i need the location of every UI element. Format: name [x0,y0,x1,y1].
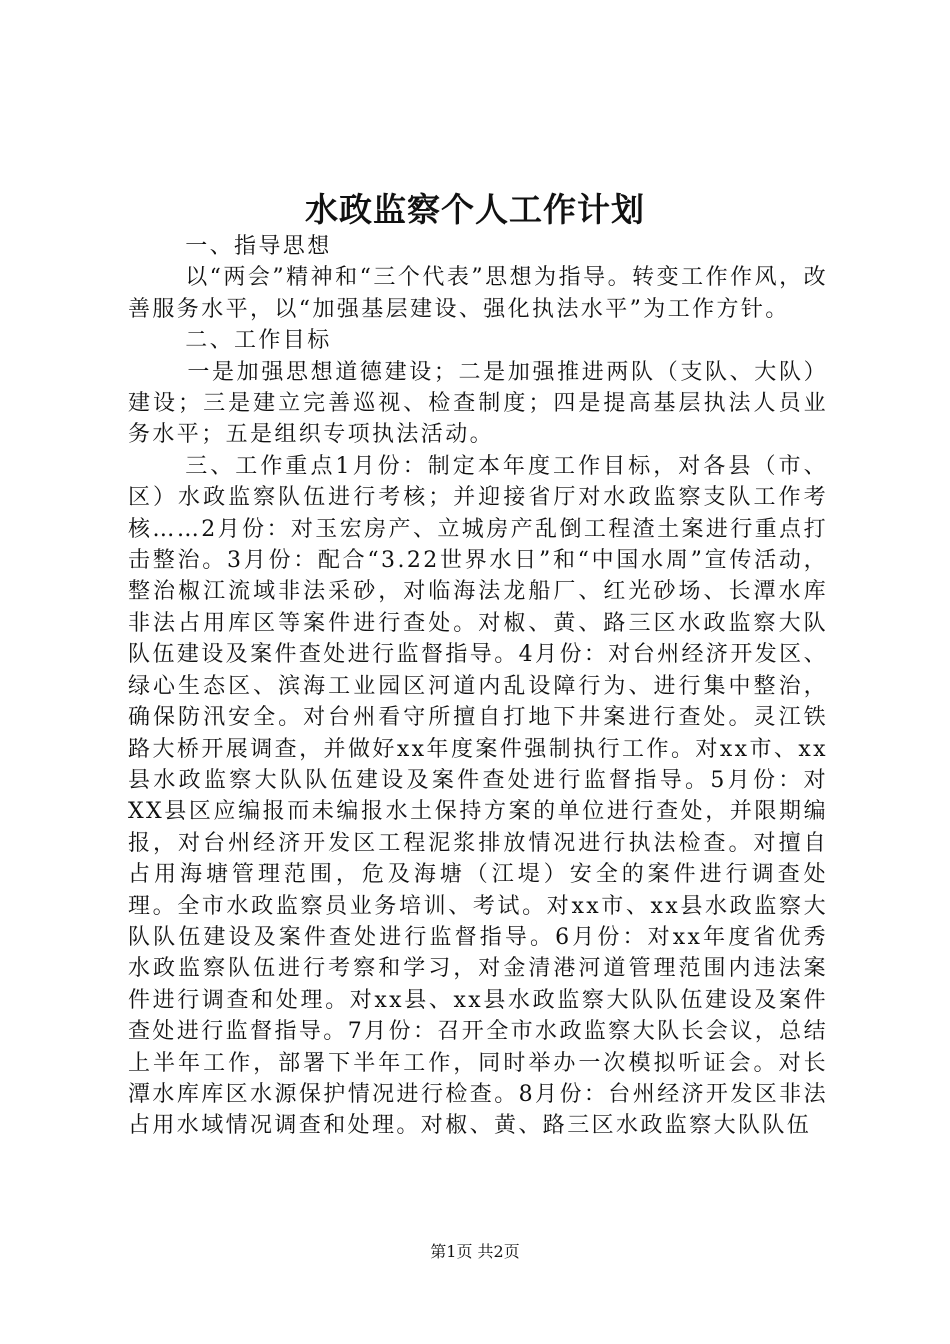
page-footer: 第1页 共2页 [430,1242,520,1261]
section-heading-guiding-ideology: 一、指导思想 [185,234,332,259]
paragraph-work-priorities: 三、工作重点1月份：制定本年度工作目标，对各县（市、区）水政监察队伍进行考核；并迎接省厅对水政监察支队工作考核……2月份：对玉宏房产、立城房产乱倒工程渣土案进行重点打击整治。3月份：配合“3.22世界水日”和“中国水周”宣传活动，整治椒江流域非法采砂，对临海法龙船厂、红光砂场、长潭水库非法占用库区等案件进行查处。对椒、黄、路三区水政监察大队队伍建设及案件查处进行监督指导。4月份：对台州经济开发区、绿心生态区、滨海工业园区河道内乱设障行为、进行集中整治，确保防汛安全。对台州看守所擅自打地下井案进行查处。灵江铁路大桥开展调查，并做好xx年度案件强制执行工作。对xx市、xx县水政监察大队队伍建设及案件查处进行监督指导。5月份：对XX县区应编报而未编报水土保持方案的单位进行查处，并限期编报，对台州经济开发区工程泥浆排放情况进行执法检查。对擅自占用海塘管理范围，危及海塘（江堤）安全的案件进行调查处理。全市水政监察员业务培训、考试。对xx市、xx县水政监察大队队伍建设及案件查处进行监督指导。6月份：对xx年度省优秀水政监察队伍进行考察和学习，对金清港河道管理范围内违法案件进行调查和处理。对xx县、xx县水政监察大队队伍建设及案件查处进行监督指导。7月份：召开全市水政监察大队长会议，总结上半年工作，部署下半年工作，同时举办一次模拟听证会。对长潭水库库区水源保护情况进行检查。8月份：台州经济开发区非法占用水域情况调查和处理。对椒、黄、路三区水政监察大队队伍 [128,453,828,1139]
section-heading-work-goals: 二、工作目标 [185,328,332,354]
paragraph-guiding-ideology: 以“两会”精神和“三个代表”思想为指导。转变工作作风，改善服务水平，以“加强基层建设、强化执法水平”为工作方针。 [128,265,828,322]
document-title: 水政监察个人工作计划 [305,190,645,229]
document-body [128,231,828,1142]
paragraph-work-goals: 一是加强思想道德建设；二是加强推进两队（支队、大队）建设；三是建立完善巡视、检查制度；四是提高基层执法人员业务水平；五是组织专项执法活动。 [128,359,828,448]
